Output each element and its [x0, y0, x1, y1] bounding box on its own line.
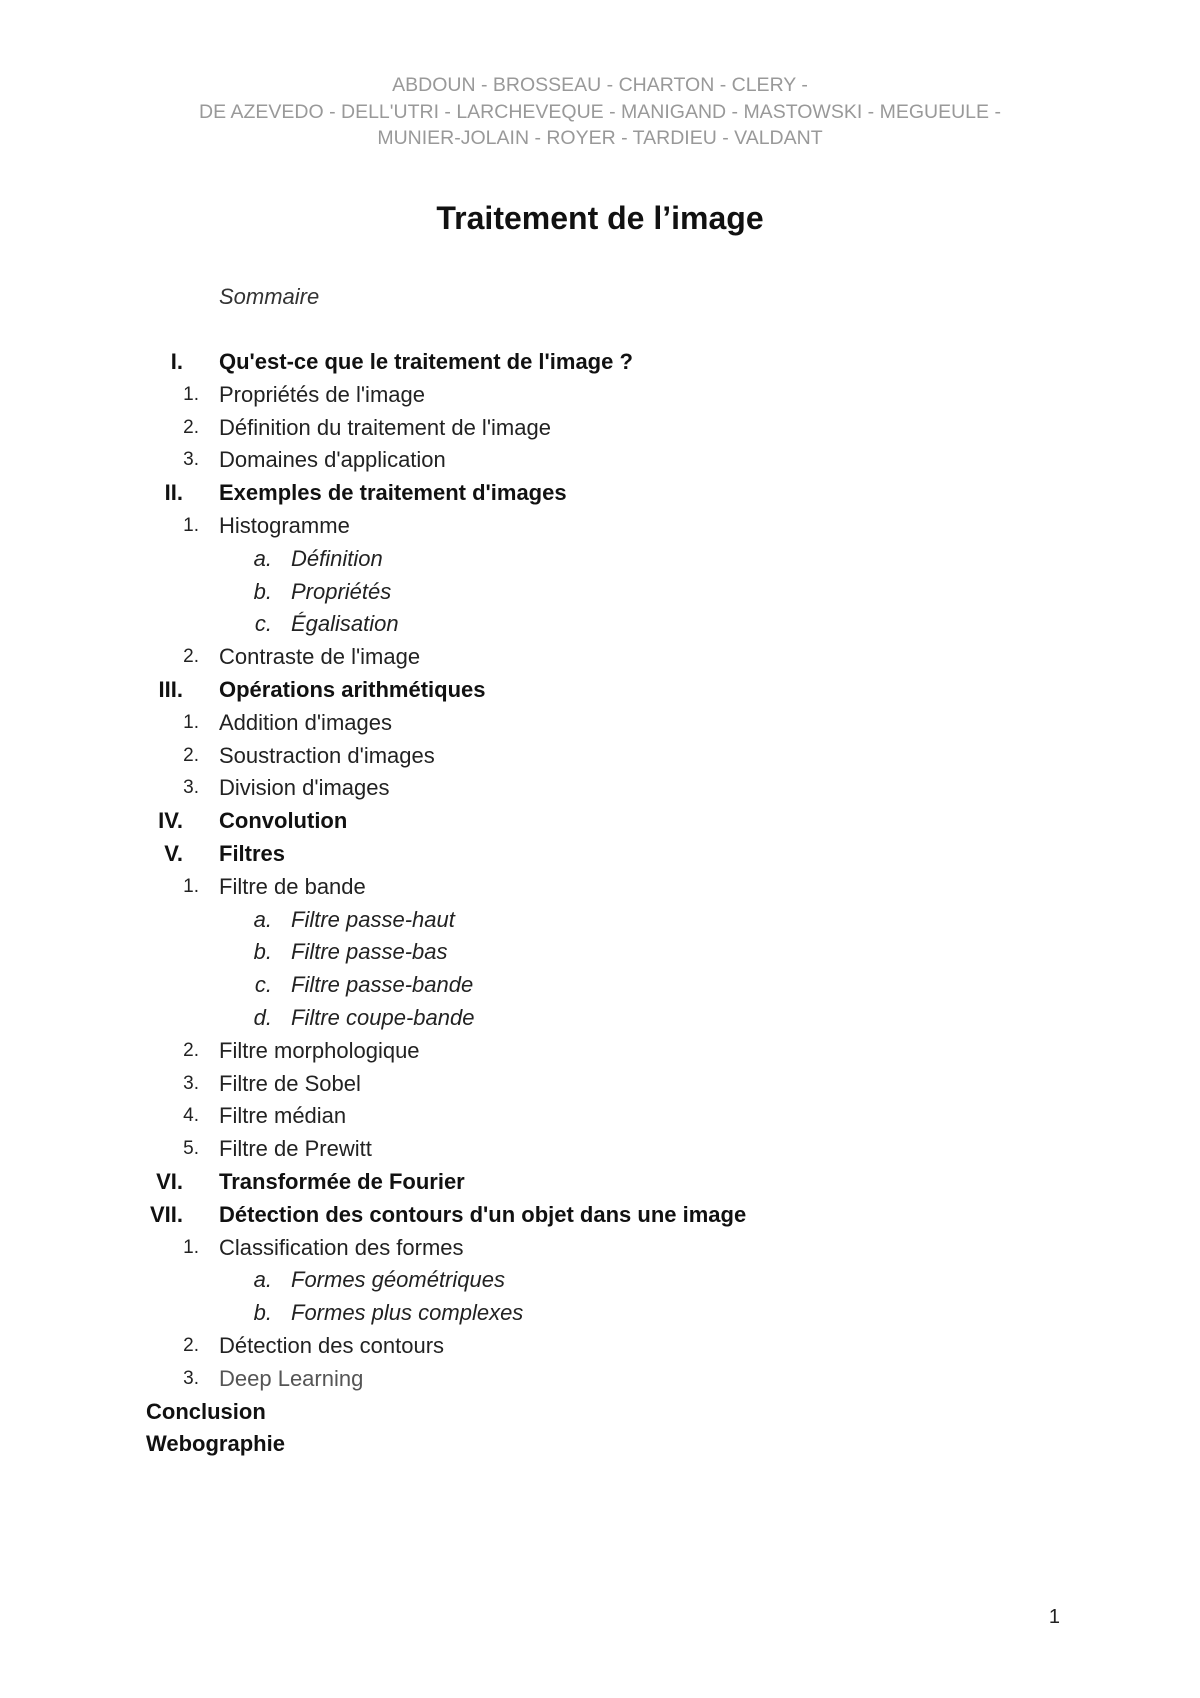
- toc-entry: [0, 1396, 1200, 1429]
- toc-entry: [0, 1232, 1200, 1265]
- toc-entry: [0, 805, 1200, 838]
- toc-entry-number: 3.: [183, 777, 199, 799]
- toc-entry-text: Définition du traitement de l'image: [219, 414, 551, 440]
- toc-entry-number: c.: [254, 972, 272, 998]
- toc-entry: [0, 1297, 1200, 1330]
- toc-entry-text: Domaines d'application: [219, 447, 446, 473]
- toc-entry: [0, 576, 1200, 609]
- toc-entry-number: 1.: [183, 1236, 199, 1258]
- toc-entry: [0, 641, 1200, 674]
- toc-entry-number: II.: [164, 480, 183, 506]
- toc-entry-text: Opérations arithmétiques: [219, 676, 486, 702]
- toc-entry-text: Détection des contours d'un objet dans une image: [219, 1201, 747, 1227]
- toc-entry: [0, 608, 1200, 641]
- toc-entry-number: 2.: [183, 416, 199, 438]
- toc-entry: [0, 871, 1200, 904]
- toc-entry-text: Filtre de Prewitt: [219, 1136, 372, 1162]
- toc-entry: [0, 1428, 1200, 1461]
- toc-entry: [0, 477, 1200, 510]
- toc-entry: [0, 969, 1200, 1002]
- toc-entry-text: Définition: [291, 545, 383, 571]
- toc-entry-number: 1.: [183, 514, 199, 536]
- toc-entry-text: Formes géométriques: [291, 1267, 505, 1293]
- toc-entry-text: Filtre passe-bas: [291, 939, 448, 965]
- toc-entry-number: 3.: [183, 1367, 199, 1389]
- toc-entry-number: 3.: [183, 449, 199, 471]
- toc-entry: [0, 674, 1200, 707]
- document-title: Traitement de l’image: [436, 200, 764, 236]
- toc-entry-number: V.: [164, 840, 183, 866]
- toc-entry-text: Filtre médian: [219, 1103, 347, 1129]
- toc-entry: [0, 510, 1200, 543]
- toc-entry-text: Classification des formes: [219, 1234, 464, 1260]
- toc-entry: [0, 740, 1200, 773]
- toc-entry-number: b.: [253, 1300, 272, 1326]
- toc-entry-text: Webographie: [146, 1431, 285, 1457]
- toc-entry-number: c.: [254, 611, 272, 637]
- toc-entry: [0, 1363, 1200, 1396]
- toc-entry: [0, 412, 1200, 445]
- toc-entry: [0, 1002, 1200, 1035]
- toc-entry-text: Division d'images: [219, 775, 390, 801]
- toc-entry: [0, 904, 1200, 937]
- authors-line: MUNIER-JOLAIN - ROYER - TARDIEU - VALDANT: [377, 127, 823, 149]
- toc-entry-number: 1.: [183, 711, 199, 733]
- toc-entry: [0, 1133, 1200, 1166]
- toc-entry-text: Qu'est-ce que le traitement de l'image ?: [219, 349, 633, 374]
- toc-entry-number: a.: [253, 1267, 272, 1293]
- toc-entry-text: Conclusion: [146, 1398, 266, 1424]
- toc-entry-text: Filtre de bande: [219, 873, 366, 899]
- toc-entry: [0, 444, 1200, 477]
- toc-entry-text: Filtre de Sobel: [219, 1070, 361, 1096]
- toc-entry-number: IV.: [158, 808, 183, 834]
- toc-entry-text: Formes plus complexes: [291, 1300, 524, 1326]
- toc-entry-text: Contraste de l'image: [219, 644, 421, 670]
- toc-entry-text: Histogramme: [219, 512, 350, 538]
- toc-entry: [0, 707, 1200, 740]
- toc-entry-number: 1.: [183, 383, 199, 405]
- authors-line: DE AZEVEDO - DELL'UTRI - LARCHEVEQUE - MANIGAND - MASTOWSKI - MEGUEULE -: [199, 100, 1001, 123]
- toc-entry-number: a.: [253, 906, 272, 932]
- toc-entry-number: 2.: [183, 646, 199, 668]
- toc-entry: [0, 1068, 1200, 1101]
- toc-entry: [0, 379, 1200, 412]
- toc-entry-text: Addition d'images: [219, 709, 392, 735]
- toc-entry-number: VII.: [149, 1201, 183, 1227]
- toc-entry-text: Propriétés: [291, 578, 392, 604]
- toc-entry-number: a.: [253, 545, 272, 571]
- toc-entry-number: III.: [158, 676, 183, 702]
- page-number: 1: [1048, 1606, 1060, 1628]
- toc-entry-number: 3.: [183, 1072, 199, 1094]
- toc-entry-text: Exemples de traitement d'images: [219, 480, 567, 506]
- toc-entry: [0, 1199, 1200, 1232]
- toc-entry-text: Transformée de Fourier: [219, 1168, 465, 1194]
- toc-entry: [0, 838, 1200, 871]
- toc-entry-text: Deep Learning: [219, 1365, 364, 1391]
- toc-entry-text: Filtre passe-bande: [291, 972, 474, 998]
- toc-entry-number: d.: [253, 1004, 272, 1030]
- toc-entry-number: b.: [253, 939, 272, 965]
- toc-entry-number: 2.: [183, 1334, 199, 1356]
- table-of-contents: [0, 346, 1200, 1461]
- toc-entry-number: 4.: [183, 1105, 199, 1127]
- toc-entry-number: 2.: [183, 744, 199, 766]
- toc-entry-text: Filtres: [219, 840, 286, 866]
- authors-line: ABDOUN - BROSSEAU - CHARTON - CLERY -: [392, 74, 808, 96]
- toc-entry-text: Détection des contours: [219, 1332, 445, 1358]
- toc-entry-number: VI.: [156, 1168, 183, 1194]
- toc-entry: [0, 936, 1200, 969]
- toc-entry-number: I.: [170, 349, 183, 374]
- toc-entry: [0, 1100, 1200, 1133]
- toc-entry: [0, 1166, 1200, 1199]
- toc-entry-text: Égalisation: [291, 611, 399, 637]
- toc-entry: [0, 1330, 1200, 1363]
- toc-entry-number: b.: [253, 578, 272, 604]
- toc-entry-text: Soustraction d'images: [219, 742, 435, 768]
- toc-entry-text: Convolution: [219, 808, 348, 834]
- toc-entry: [0, 1264, 1200, 1297]
- toc-entry-text: Filtre coupe-bande: [291, 1004, 475, 1030]
- toc-entry-text: Propriétés de l'image: [219, 381, 425, 407]
- sommaire-heading: Sommaire: [219, 284, 320, 309]
- toc-entry-text: Filtre passe-haut: [291, 906, 455, 932]
- toc-entry: [0, 772, 1200, 805]
- toc-entry: [0, 543, 1200, 576]
- authors-header: [0, 72, 1200, 152]
- toc-entry-text: Filtre morphologique: [219, 1037, 420, 1063]
- toc-entry-number: 5.: [183, 1138, 199, 1160]
- toc-entry-number: 2.: [183, 1039, 199, 1061]
- toc-entry: [0, 346, 1200, 379]
- toc-entry-number: 1.: [183, 875, 199, 897]
- toc-entry: [0, 1035, 1200, 1068]
